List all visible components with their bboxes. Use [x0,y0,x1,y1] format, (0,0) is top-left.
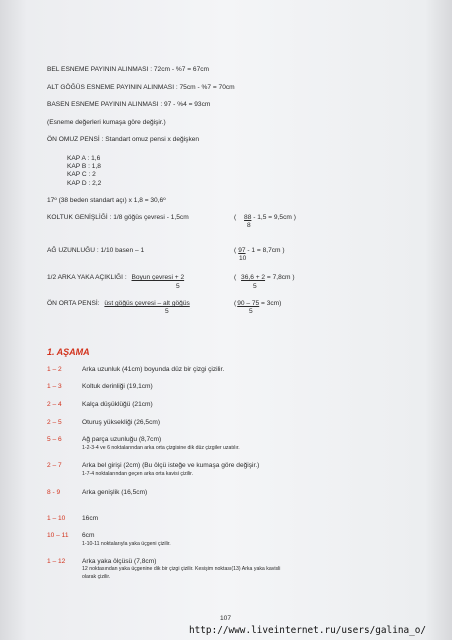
crotch-calc-rest: - 1 = 8,7cm ) [245,247,285,254]
step-number: 1 – 12 [47,558,66,565]
watermark-url: http://www.liveinternet.ru/users/galina_o/ [189,625,427,636]
armhole-open-paren: ( [234,214,237,221]
front-dart-title: ÖN ORTA PENSİ: [47,300,100,307]
crotch-length-calc [234,247,285,255]
armhole-numerator: 88 [244,214,252,221]
step-text: Oturuş yüksekliği (26,5cm) [82,419,161,426]
step-number: 1 – 3 [47,383,62,390]
crotch-open-paren: ( [234,247,237,254]
step-number: 2 – 7 [47,462,62,469]
step-number: 10 – 11 [47,532,69,539]
shoulder-dart-title: ÖN OMUZ PENSİ : Standart omuz pensi x değişken [47,136,200,143]
step-number: 8 - 9 [47,489,61,496]
step-text: Arka bel girişi (2cm) (Bu ölçü isteğe ve kumaşa göre değişir.) [82,462,260,469]
page-number: 107 [220,615,232,622]
front-dart-calc [234,300,281,308]
back-neck-calc-den: 5 [253,283,257,290]
front-dart-calc-den: 5 [249,308,253,315]
waist-ease-line: BEL ESNEME PAYININ ALINMASI : 72cm - %7 = 67cm [47,66,210,73]
step-text: Arka uzunluk (41cm) boyunda düz bir çizgi çizilir. [82,366,225,373]
step-text-2: 1-7-4 noktalarından geçen arka orta kavisi çizilir. [82,471,194,477]
crotch-numerator: 97 [238,247,246,254]
ease-note: (Esneme değerleri kumaşa göre değişir.) [47,119,166,126]
step-number: 1 – 10 [47,515,66,522]
back-neck-title: 1/2 ARKA YAKA AÇIKLIĞI : [47,274,127,281]
step-number: 2 – 4 [47,401,62,408]
front-dart-formula-den: 5 [165,308,169,315]
step-text-2: 12 noktasından yaka üçgenine dik bir çizgi çizilir. Kesişim noktası(13) Arka yaka kavisli [82,566,281,572]
back-neck-open-paren: ( [234,274,237,281]
front-dart-calc-rest: = 3cm) [259,300,282,307]
armhole-width-calc [234,214,296,222]
step-text: 6cm [82,532,95,539]
underbust-ease-line: ALT GÖĞÜS ESNEME PAYININ ALINMASI : 75cm - %7 = 70cm [47,84,235,91]
step-text: Koltuk derinliği (19,1cm) [82,383,153,390]
front-dart-formula: üst göğüs çevresi – alt göğüs [104,300,190,307]
step-number: 1 – 2 [47,366,62,373]
back-neck-calc-rest: = 7,8cm ) [265,274,295,281]
back-neck-label [47,274,184,282]
back-neck-formula: Boyun çevresi + 2 [131,274,185,281]
step-text: Arka yaka ölçüsü (7,8cm) [82,558,157,565]
armhole-denominator: 8 [247,222,251,229]
step-text-2: 1-2-3-4 ve 6 noktalarından arka orta çizgisine dik düz çizgiler uzatılır. [82,445,240,451]
standard-angle: 17º (38 beden standart açı) x 1,8 = 30,6º [47,197,166,204]
kap-b: KAP B : 1,8 [67,163,101,170]
step-number: 5 – 6 [47,436,62,443]
step-text: Ağ parça uzunluğu (8,7cm) [82,436,162,443]
kap-d: KAP D : 2,2 [67,180,102,187]
front-dart-calc-num: 90 – 75 [237,300,260,307]
crotch-denominator: 10 [239,255,247,262]
hip-ease-line: BASEN ESNEME PAYININ ALINMASI : 97 - %4 = 93cm [47,101,211,108]
front-dart-open-paren: ( [234,300,237,307]
section-heading: 1. AŞAMA [47,347,90,357]
back-neck-calc-num: 36,6 + 2 [241,274,266,281]
step-number: 2 – 5 [47,419,62,426]
armhole-width-label: KOLTUK GENİŞLİĞİ : 1/8 göğüs çevresi - 1,5cm [47,214,189,221]
step-text-3: olarak çizilir. [82,574,111,580]
step-text-2: 1-10-11 noktalarıyla yaka üçgeni çizilir. [82,541,171,547]
step-text: Arka genişlik (16,5cm) [82,489,148,496]
kap-c: KAP C : 2 [67,171,96,178]
step-text: 16cm [82,515,99,522]
back-neck-formula-den: 5 [176,283,180,290]
crotch-length-label: AĞ UZUNLUĞU : 1/10 basen – 1 [47,247,145,254]
front-dart-label [47,300,190,308]
back-neck-calc [234,274,295,282]
step-text: Kalça düşüklüğü (21cm) [82,401,153,408]
kap-a: KAP A : 1,6 [67,155,101,162]
armhole-calc-rest: - 1,5 = 9,5cm ) [251,214,296,221]
